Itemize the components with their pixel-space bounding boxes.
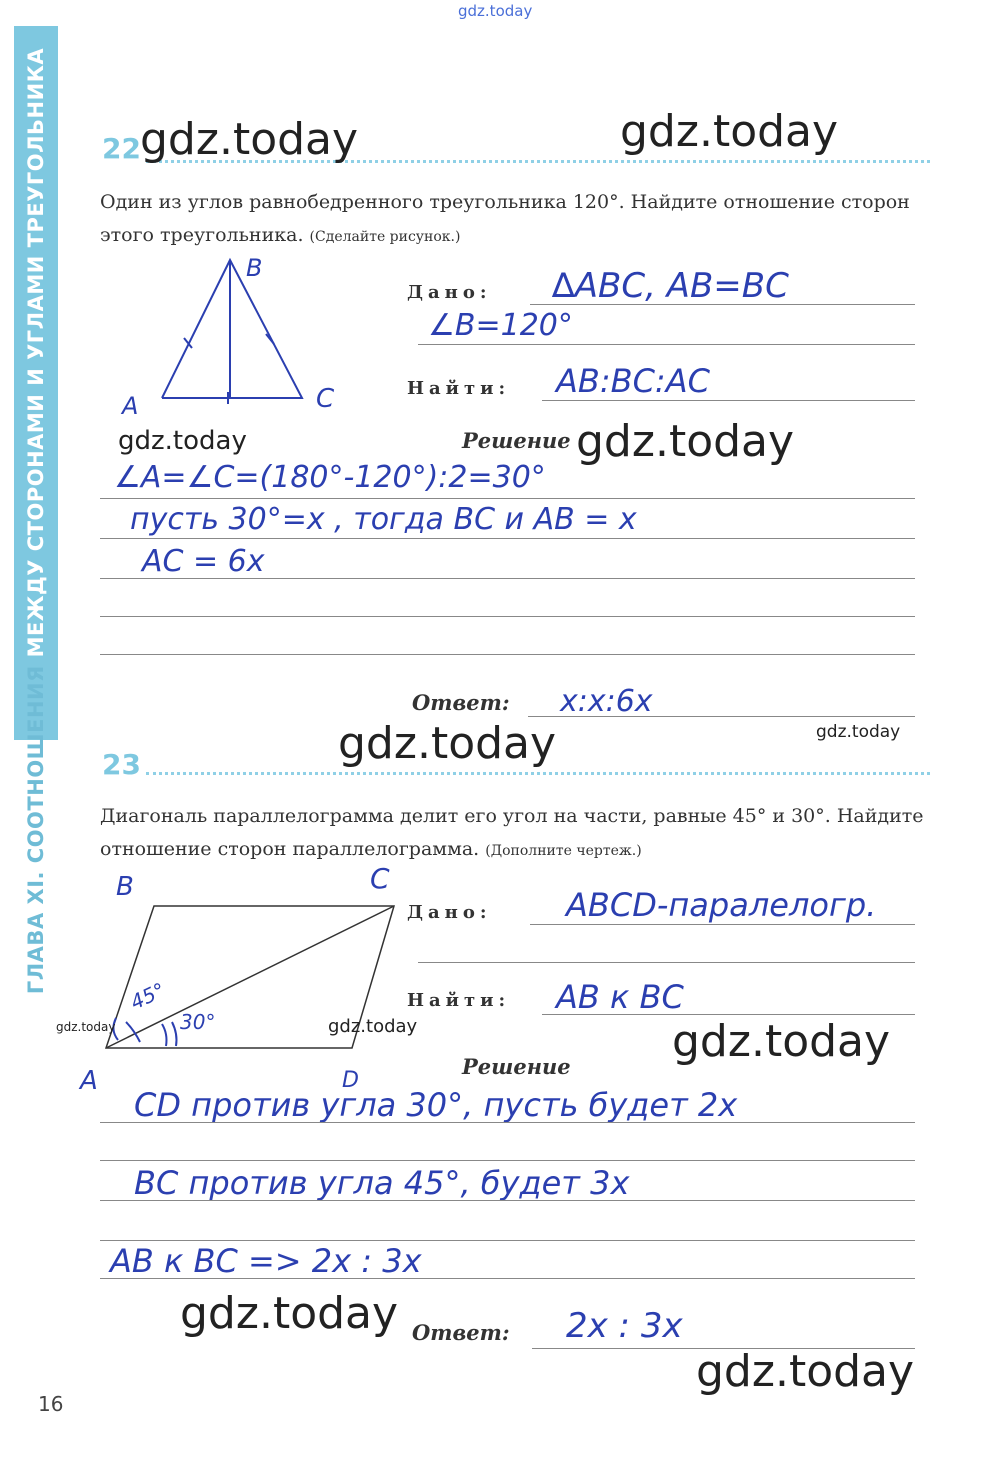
task-22-solution-rule2 [100, 538, 915, 539]
task-22-find-rule [542, 400, 915, 401]
task-22-solution-line2: пусть 30°=x , тогда BC и AB = x [130, 502, 637, 537]
task-23-given-label: Дано: [407, 902, 492, 923]
task-22-answer-rule [528, 716, 915, 717]
task-23-given-line1: ABCD-паралелогр. [566, 886, 877, 924]
task-22-problem [100, 186, 940, 254]
watermark: gdz.today [180, 1288, 399, 1339]
task-23-given-rule2 [418, 962, 915, 963]
task-23-solution-rule2 [100, 1160, 915, 1161]
task-22-triangle-figure [110, 252, 350, 432]
task-23-label-c: C [370, 862, 390, 895]
task-23-hint: (Дополните чертеж.) [485, 843, 642, 859]
task-22-label-a: A [122, 392, 139, 420]
task-23-label-b: B [116, 872, 134, 902]
task-22-given-line2: ∠B=120° [428, 308, 573, 343]
watermark: gdz.today [328, 1016, 418, 1037]
task-22-solution-rule1 [100, 498, 915, 499]
task-22-solution-rule3 [100, 578, 915, 579]
chapter-title-part2: МЕЖДУ СТОРОНАМИ И УГЛАМИ ТРЕУГОЛЬНИКА [24, 47, 48, 658]
watermark: gdz.today [576, 416, 795, 467]
task-22-problem-text: Один из углов равнобедренного треугольника 120°. Найдите отношение сторон этого треугольника. [100, 191, 910, 246]
task-23-problem [100, 800, 940, 868]
task-22-label-b: B [246, 254, 263, 282]
task-23-answer-value: 2x : 3x [566, 1306, 683, 1346]
task-23-find-label: Найти: [407, 990, 511, 1011]
task-23-angle-45: 45° [126, 977, 169, 1015]
task-23-label-d: D [342, 1068, 359, 1093]
task-22-solution-rule5 [100, 654, 915, 655]
task-23-solution-rule3 [100, 1200, 915, 1201]
task-22-solution-line1: ∠A=∠C=(180°-120°):2=30° [114, 460, 546, 495]
task-22-given-line1: ∆ABC, AB=BC [552, 266, 789, 306]
top-watermark: gdz.today [458, 2, 533, 20]
task-22-label-c: C [316, 384, 335, 414]
task-23-solution-rule5 [100, 1278, 915, 1279]
task-22-solution-label: Решение [462, 428, 571, 453]
task-23-given-rule1 [530, 924, 915, 925]
task-23-solution-line2: BC против угла 45°, будет 3x [134, 1164, 630, 1202]
task-23-solution-rule4 [100, 1240, 915, 1241]
task-23-find-value: AB к BC [556, 978, 684, 1016]
task-22-given-rule1 [530, 304, 915, 305]
task-23-solution-rule1 [100, 1122, 915, 1123]
chapter-title [14, 26, 58, 1016]
task-23-angle-30: 30° [180, 1010, 216, 1034]
watermark: gdz.today [140, 114, 359, 165]
watermark: gdz.today [672, 1016, 891, 1067]
task-22-number: 22 [102, 132, 141, 165]
watermark: gdz.today [620, 106, 839, 157]
task-22-answer-value: x:x:6x [560, 684, 653, 719]
task-22-find-value: AB:BC:AC [556, 362, 710, 400]
task-22-find-label: Найти: [407, 378, 511, 399]
task-23-solution-line3: AB к BC => 2x : 3x [110, 1242, 422, 1280]
task-23-solution-line1: CD против угла 30°, пусть будет 2x [134, 1086, 738, 1124]
watermark: gdz.today [56, 1020, 116, 1034]
task-22-solution-rule4 [100, 616, 915, 617]
task-23-divider [146, 772, 930, 775]
task-23-answer-label: Ответ: [412, 1320, 510, 1345]
task-23-find-rule [542, 1014, 915, 1015]
task-23-problem-text: Диагональ параллелограмма делит его угол на части, равные 45° и 30°. Найдите отношение сторон параллелограмма. [100, 805, 924, 860]
watermark: gdz.today [118, 426, 247, 456]
page-number: 16 [38, 1392, 64, 1416]
task-23-number: 23 [102, 748, 141, 781]
task-22-given-label: Дано: [407, 282, 492, 303]
task-22-given-rule2 [418, 344, 915, 345]
task-22-answer-label: Ответ: [412, 690, 510, 715]
chapter-title-part1: ГЛАВА XI. СООТНОШЕНИЯ [24, 657, 48, 995]
task-23-solution-label: Решение [462, 1054, 571, 1079]
watermark: gdz.today [696, 1346, 915, 1397]
task-23-label-a: A [80, 1066, 98, 1096]
watermark: gdz.today [816, 722, 901, 742]
watermark: gdz.today [338, 718, 557, 769]
task-22-solution-line3: AC = 6x [142, 544, 265, 579]
task-22-hint: (Сделайте рисунок.) [309, 229, 461, 245]
